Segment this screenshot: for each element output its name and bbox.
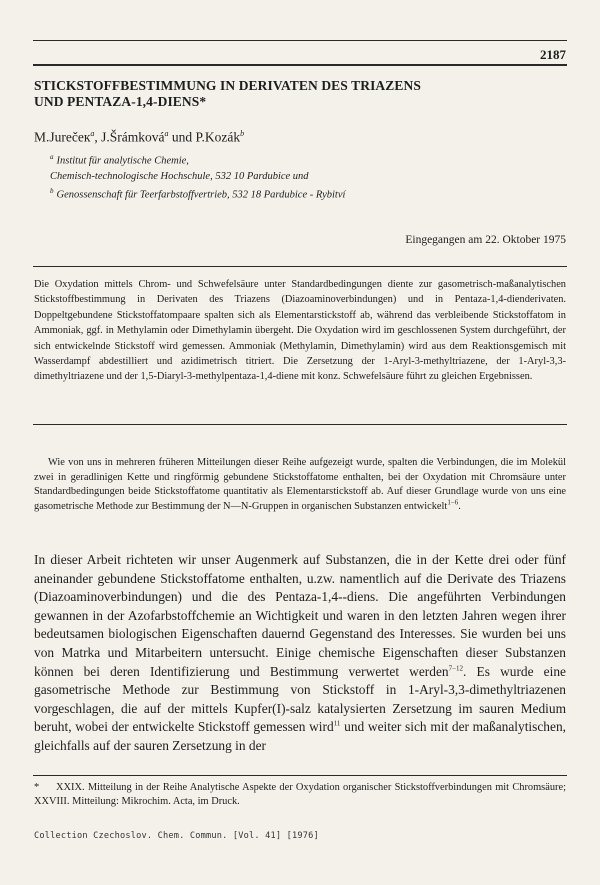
body-text-3: und weiter sich mit der maßanalytischen, gleichfalls auf der sauren Zersetzung in der [34,719,566,753]
footnote [34,781,566,809]
received-date: Eingegangen am 22. Oktober 1975 [405,234,566,246]
citation-ref: 7−12 [448,664,464,673]
affiliation-a-line-2: Chemisch-technologische Hochschule, 532 10 Pardubice und [50,170,309,182]
author-separator: und [168,129,196,145]
citation-ref: 1−6 [447,498,459,507]
page-number: 2187 [540,47,566,62]
abstract: Die Oxydation mittels Chrom- und Schwefelsäure unter Standardbedingungen diente zur gasometrisch-maßanalytischen Stickstoffbestimmung in Derivaten des Triazens (Diazoaminoverbindungen) und in Pentaza-1,4-dienderivaten. Doppeltgebundene Stickstoffatompaare spalten sich als Elementarstickstoff ab, während das verbleibende Stickstoffatom in Ammoniak, ggf. in Methylamin oder Dimethylamin übergeht. Die Oxydation wird im geschlossenen System durchgeführt, der sich entwickelnde Stickstoff wird gemessen. Ammoniak (Methylamin, Dimethylamin) wird aus dem Reaktionsgemisch mit Wasserdampf abdestilliert und azidimetrisch titriert. Die Zersetzung der 1-Aryl-3-methyltriazene, der 1-Aryl-3,3-dimethyltriazene und der 1,5-Diaryl-3-methylpentaza-1,4-diene mit konz. Schwefelsäure führt zu gleichen Ergebnissen. [34,279,566,383]
citation-ref: 11 [333,719,341,728]
top-rule [33,40,567,41]
intro-text: Wie von uns in mehreren früheren Mitteilungen dieser Reihe aufgezeigt wurde, spalten die Verbindungen, die im Molekül zwei in geradlinigen Kette und ringförmig gebundene Stickstoffatome enthalten, bei der Oxydation mit Chromsäure unter Standardbedingungen beide Stickstoffatome quantitativ als Elementarstickstoff ab. Auf dieser Grundlage wurde von uns eine gasometrische Methode zur Bestimmung der N—N-Gruppen in organischen Substanzen entwickelt [34,457,566,512]
title-line-2: UND PENTAZA-1,4-DIENS* [34,94,207,109]
title-line-1: STICKSTOFFBESTIMMUNG IN DERIVATEN DES TRIAZENS [34,78,421,93]
abstract-bottom-rule [33,424,567,425]
affiliation-a [50,150,570,169]
footnote-rule [33,775,567,776]
body-text-2: . Es wurde eine gasometrische Methode zur Bestimmung von Stickstoff in 1-Aryl-3,3-dimethyltriazenen vorgeschlagen, die auf der mittels Kupfer(I)-salz katalysierten Zersetzung im sauren Medium beruht, wobei der entwickelte Stickstoff gemessen wird [34,663,566,735]
body-paragraph [34,551,566,756]
intro-end: . [458,500,461,512]
author-2: J.Šrámková [101,129,165,145]
body-text-1: In dieser Arbeit richteten wir unser Augenmerk auf Substanzen, die in der Kette drei oder fünf aneinander gebundene Stickstoffatome enthalten, u.zw. namentlich auf die Derivate des Triazens (Diazoaminoverbindungen) und die des Pentaza-1,4--diens. Die angeführten Verbindungen gewannen in der Azofarbstoffchemie an Wichtigkeit und waren in den letzten Jahren wegen ihrer bedeutsamen biologischen Eigenschaften dauernd Gegenstand des Interesses. Sie wurden bei uns von Matrka und Mitarbeitern untersucht. Einige chemische Eigenschaften dieser Substanzen können bei deren Identifizierung und Bestimmung verwertet werden [34,552,566,679]
intro-paragraph [34,456,566,514]
author-1-affil-mark: a [90,129,95,138]
footnote-marker: * [34,782,40,793]
author-2-affil-mark: a [164,129,169,138]
affiliations [50,150,570,202]
author-separator: , [94,129,102,145]
author-3-affil-mark: b [240,129,245,138]
author-1: M.Jurečeк [34,129,91,145]
abstract-top-rule [33,266,567,267]
author-3: P.Kozák [195,129,241,145]
author-list [34,126,244,146]
affiliation-b-line: Genossenschaft für Teerfarbstoffvertrieb, 532 18 Pardubice - Rybitví [56,189,346,200]
header-rule [33,64,567,66]
affiliation-a-line-1: Institut für analytische Chemie, [56,155,189,167]
affiliation-b [50,184,570,203]
affiliation-a-mark: a [50,153,54,161]
footnote-text: XXIX. Mitteilung in der Reihe Analytische Aspekte der Oxydation organischer Stickstoffverbindungen mit Chromsäure; XXVIII. Mitteilung: Mikrochim. Acta, im Druck. [34,782,566,807]
journal-citation: Collection Czechoslov. Chem. Commun. [Vol. 41] [1976] [34,831,319,841]
article-title [34,78,554,110]
affiliation-b-mark: b [50,186,54,195]
